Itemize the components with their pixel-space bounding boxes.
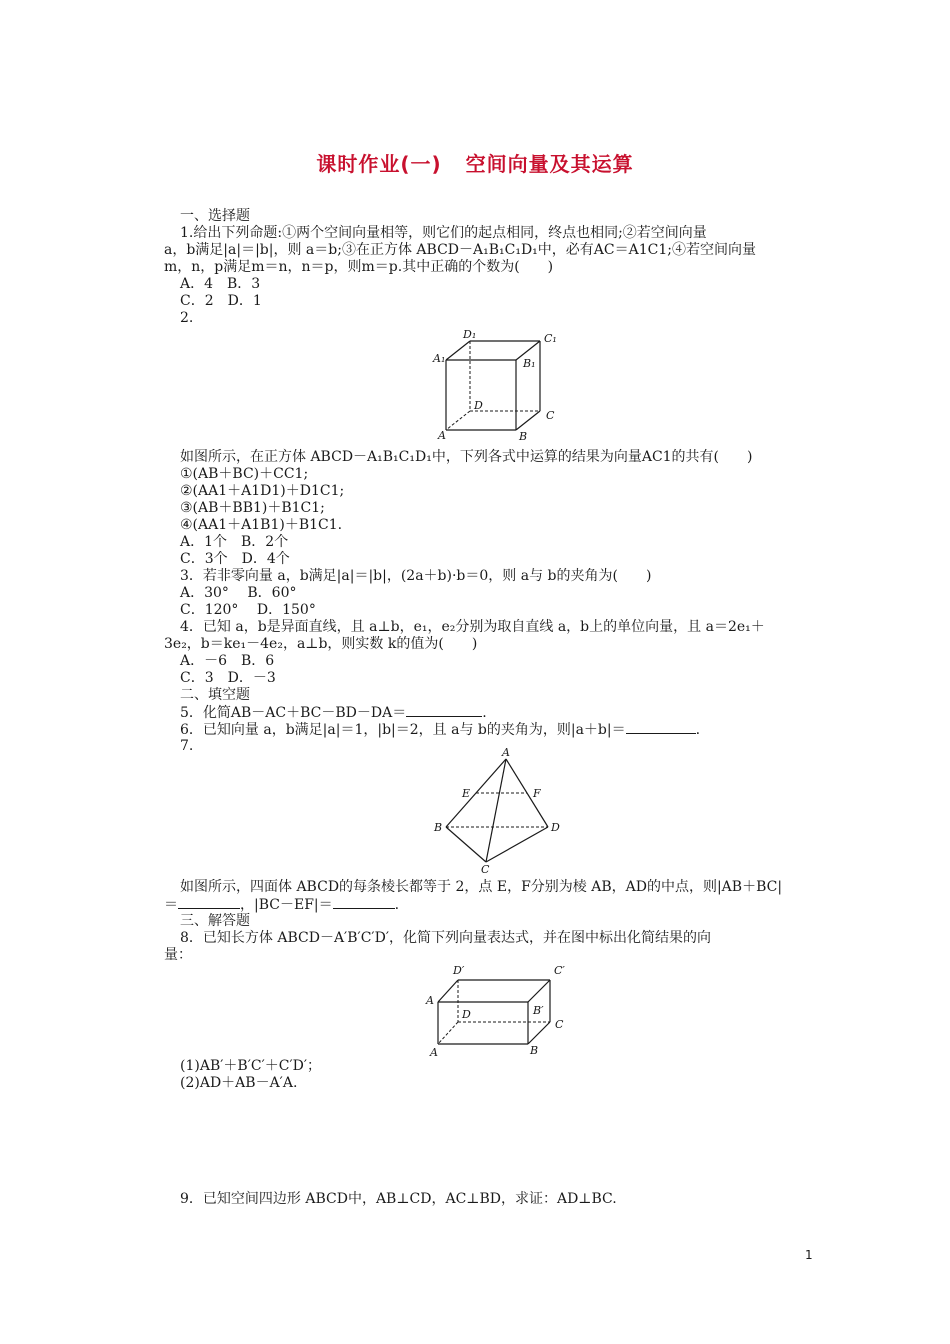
label-c: C — [546, 409, 555, 422]
q2-options-ab: A．1个 B．2个 — [180, 534, 289, 550]
q7-eq: ＝ — [164, 897, 178, 913]
q3-options-ab: A．30° B．60° — [180, 585, 297, 601]
label-b: B — [434, 821, 443, 834]
label-e: E — [462, 787, 471, 800]
label-a1: A₁ — [433, 352, 446, 365]
label-d: D — [462, 1008, 471, 1021]
q7-blank-1 — [178, 896, 240, 909]
label-c-prime: C′ — [554, 964, 565, 977]
label-a: A — [502, 746, 510, 759]
q4-line2: 3e₂，b＝ke₁－4e₂，a⊥b，则实数 k的值为( ) — [164, 636, 478, 652]
label-c1: C₁ — [544, 332, 557, 345]
q8-part2: (2)AD＋AB－A′A. — [180, 1075, 298, 1091]
section-answer: 三、解答题 — [180, 913, 250, 929]
q7-line2 — [164, 896, 824, 914]
q1-line1: 1.给出下列命题:①两个空间向量相等，则它们的起点相同，终点也相同;②若空间向量 — [180, 225, 707, 241]
q8-part1: (1)AB′＋B′C′＋C′D′； — [180, 1058, 322, 1074]
q7-mid: ，|BC－EF|＝ — [240, 897, 333, 913]
label-d1: D₁ — [463, 328, 477, 341]
label-c: C — [481, 863, 490, 875]
q8-line1: 8．已知长方体 ABCD－A′B′C′D′，化简下列向量表达式，并在图中标出化简结果的向 — [180, 930, 712, 946]
page-title — [0, 148, 950, 177]
q4-line1: 4．已知 a，b是异面直线，且 a⊥b，e₁，e₂分别为取自直线 a，b上的单位向量，且 a＝2e₁＋ — [180, 619, 765, 635]
label-d: D — [474, 399, 483, 412]
q5-blank — [406, 704, 482, 717]
label-d: D — [551, 821, 560, 834]
q2-item-2: ②(AA1＋A1D1)＋D1C1; — [180, 483, 345, 499]
q2-item-4: ④(AA1＋A1B1)＋B1C1. — [180, 517, 343, 533]
q4-options-cd: C．3 D．－3 — [180, 670, 276, 686]
title-sub: 空间向量及其运算 — [465, 152, 634, 176]
q4-options-ab: A．－6 B．6 — [180, 653, 275, 669]
cuboid-figure — [420, 960, 580, 1060]
q3-options-cd: C．120° D．150° — [180, 602, 316, 618]
q2-number: 2. — [180, 310, 194, 326]
q2-stem: 如图所示，在正方体 ABCD－A₁B₁C₁D₁中，下列各式中运算的结果为向量AC1的共有( ) — [180, 449, 753, 465]
q7-line1: 如图所示，四面体 ABCD的每条棱长都等于 2，点 E，F分别为棱 AB，AD的中点，则|AB＋BC| — [180, 879, 783, 895]
label-f: F — [533, 787, 541, 800]
q6-text: 6．已知向量 a，b满足|a|＝1，|b|＝2，且 a与 b的夹角为，则|a＋b|＝ — [180, 722, 626, 738]
q7-number: 7. — [180, 738, 194, 754]
section-fill: 二、填空题 — [180, 687, 250, 703]
label-a: A — [438, 429, 446, 442]
title-main: 课时作业(一) — [316, 152, 442, 176]
q8-line2: 量： — [164, 947, 192, 963]
label-b-prime: B′ — [533, 1004, 544, 1017]
q6-blank — [626, 721, 696, 734]
label-d-prime: D′ — [453, 964, 465, 977]
cube-figure — [430, 327, 560, 447]
q1-line2: a，b满足|a|＝|b|，则 a＝b;③在正方体 ABCD－A₁B₁C₁D₁中，必有AC＝A1C1;④若空间向量 — [164, 242, 756, 258]
q1-options-ab: A．4 B．3 — [180, 276, 261, 292]
q2-options-cd: C．3个 D．4个 — [180, 551, 290, 567]
label-a: A — [430, 1046, 438, 1059]
q5-text: 5．化简AB－AC＋BC－BD－DA＝ — [180, 705, 407, 721]
q7-blank-2 — [333, 896, 395, 909]
label-b1: B₁ — [523, 357, 536, 370]
q1-options-cd: C．2 D．1 — [180, 293, 262, 309]
q2-item-1: ①(AB＋BC)＋CC1; — [180, 466, 309, 482]
q3-stem: 3．若非零向量 a，b满足|a|＝|b|，(2a＋b)·b＝0，则 a与 b的夹角为( ) — [180, 568, 652, 584]
section-choice: 一、选择题 — [180, 208, 250, 224]
q9-stem: 9．已知空间四边形 ABCD中，AB⊥CD，AC⊥BD，求证：AD⊥BC. — [180, 1191, 617, 1207]
q5-line: 5．化简AB－AC＋BC－BD－DA＝ . — [180, 705, 487, 721]
q6-line: 6．已知向量 a，b满足|a|＝1，|b|＝2，且 a与 b的夹角为，则|a＋b|＝ . — [180, 722, 701, 738]
tetrahedron-figure — [430, 745, 570, 875]
q7-end: . — [394, 897, 400, 913]
label-b: B — [519, 430, 528, 443]
label-b: B — [530, 1044, 539, 1057]
q1-line3: m，n，p满足m＝n，n＝p，则m＝p.其中正确的个数为( ) — [164, 259, 554, 275]
label-c: C — [555, 1018, 564, 1031]
page-number: 1 — [805, 1248, 813, 1262]
q2-item-3: ③(AB＋BB1)＋B1C1; — [180, 500, 325, 516]
label-a-prime: A — [426, 994, 434, 1007]
